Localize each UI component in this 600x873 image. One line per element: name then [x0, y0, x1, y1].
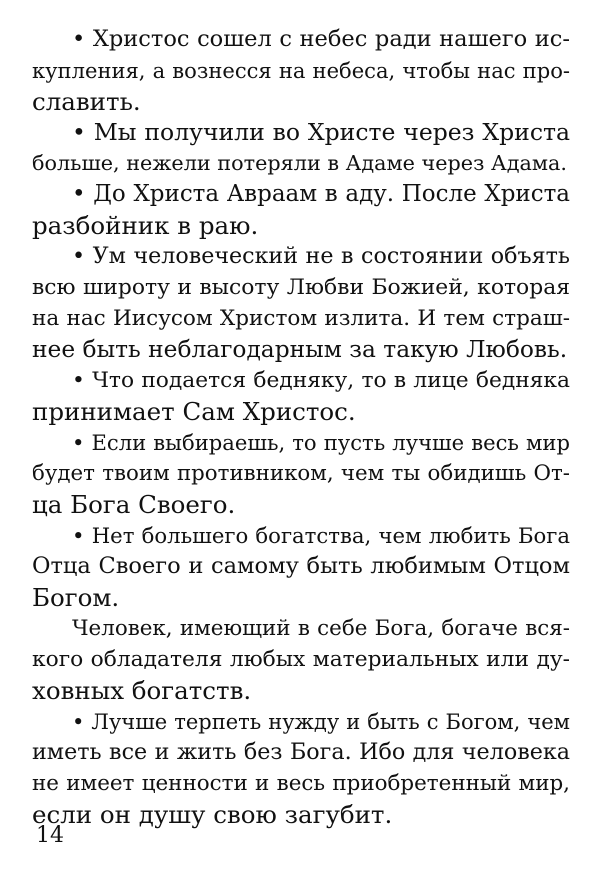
paragraph — [32, 613, 570, 706]
text-line: • Мы получили во Христе через Христа — [72, 118, 570, 146]
text-line: • До Христа Авраам в аду. После Христа — [72, 181, 570, 207]
paragraph — [32, 365, 570, 427]
text-line: принимает Сам Христос. — [32, 397, 356, 426]
paragraph — [32, 179, 570, 241]
paragraph — [32, 706, 570, 830]
text-line: • Если выбираешь, то пусть лучше весь мир — [72, 430, 570, 455]
text-line: если он душу свою загубит. — [32, 800, 393, 829]
text-line: Человек, имеющий в себе Бога, богаче вся- — [72, 616, 570, 641]
paragraph — [32, 117, 570, 179]
text-line: славить. — [32, 87, 141, 116]
page-number: 14 — [36, 823, 64, 848]
text-line: всю широту и высоту Любви Божией, которая — [32, 275, 570, 300]
text-line: • Что подается бедняку, то в лице бедняка — [72, 368, 570, 393]
text-line: кого обладателя любых материальных или ду- — [32, 647, 570, 672]
text-line: Отца Своего и самому быть любимым Отцом — [32, 553, 570, 579]
text-line: • Нет большего богатства, чем любить Бога — [72, 523, 570, 548]
text-line: нее быть неблагодарным за такую Любовь. — [32, 336, 568, 363]
text-line: • Христос сошел с небес ради нашего ис- — [72, 26, 570, 52]
text-line: на нас Иисусом Христом излита. И тем страш- — [32, 306, 570, 331]
text-line: ца Бога Своего. — [32, 490, 236, 519]
text-line: иметь все и жить без Бога. Ибо для человека — [32, 739, 570, 765]
text-line: больше, нежели потеряли в Адаме через Адама. — [32, 151, 567, 175]
text-line: • Лучше терпеть нужду и быть с Богом, чем — [72, 709, 570, 734]
text-line: разбойник в раю. — [32, 211, 259, 240]
paragraph — [32, 427, 570, 520]
text-line: ховных богатств. — [32, 676, 252, 705]
paragraph — [32, 241, 570, 365]
text-line: Богом. — [32, 583, 120, 612]
text-line: не имеет ценности и весь приобретенный мир, — [32, 771, 570, 796]
page-text — [32, 24, 570, 830]
text-line: • Ум человеческий не в состоянии объять — [72, 243, 570, 269]
paragraph — [32, 520, 570, 613]
text-line: будет твоим противником, чем ты обидишь От- — [32, 461, 570, 486]
text-line: купления, а вознесся на небеса, чтобы нас про- — [32, 58, 570, 83]
paragraph — [32, 24, 570, 117]
